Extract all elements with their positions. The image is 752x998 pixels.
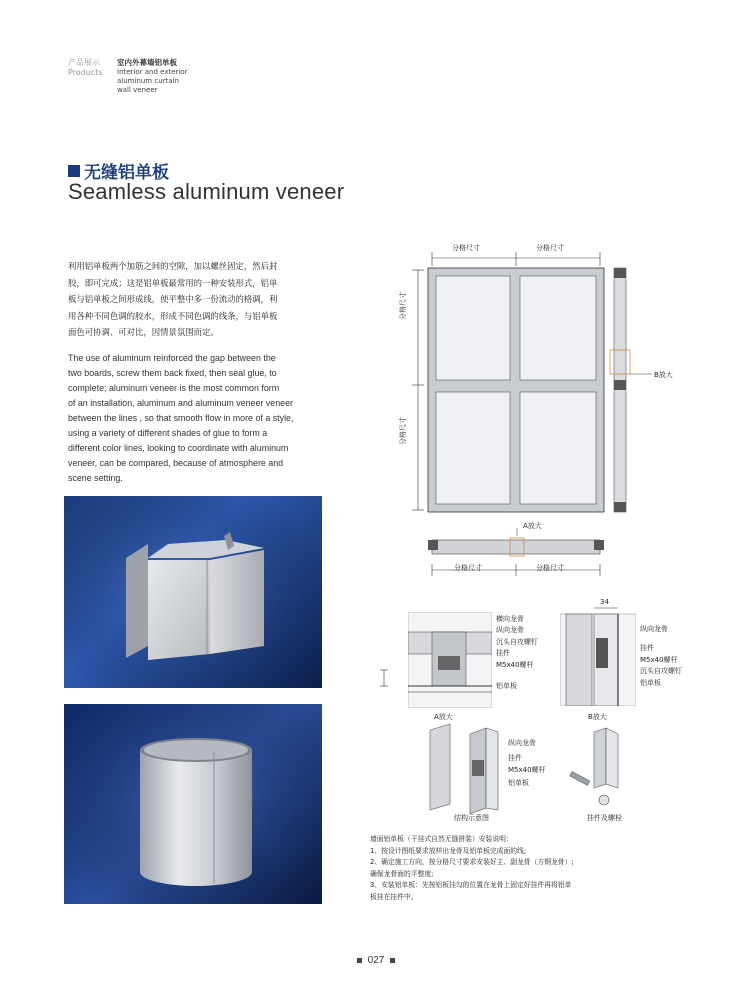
a-enlarge-label: A放大 [523,522,542,530]
section-label-en: Products [68,68,103,77]
detail-a-caption: A放大 [434,713,453,721]
product-category-cn: 室内外幕墙铝单板 [117,58,177,67]
detail-a-label: 沉头自攻螺钉 [496,637,538,646]
page-number [0,955,752,966]
hanger-caption: 挂件及螺栓 [587,814,622,822]
dim-marker-a [374,668,404,690]
page-number-left-square-icon [357,958,362,963]
description-en-line: scene setting. [68,473,123,483]
description-en-line: of an installation, aluminum and aluminum veneer veneer [68,398,293,408]
grid-size-label-top-1: 分格尺寸 [452,244,480,252]
description-cn-line: 胶，即可完成；这是铝单板最常用的一种安装形式，铝单 [68,277,278,288]
grid-size-label-left-2: 分格尺寸 [399,417,407,445]
detail-b-caption: B放大 [588,713,607,721]
detail-a-label: M5x40螺杆 [496,660,534,669]
page-number-text: 027 [367,955,385,966]
detail-b-label: M5x40螺杆 [640,655,678,664]
detail-b-drawing [560,606,636,706]
b-enlarge-label: B放大 [654,371,673,379]
description-cn-line: 利用铝单板两个加筋之间的空隙，加以螺丝固定，然后封 [68,261,278,271]
description-en-line: between the lines , so that smooth flow in more of a style, [68,413,294,423]
heading-en: Seamless aluminum veneer [68,179,345,204]
detail-a-label: 铝单板 [496,682,517,691]
structure-label: 纵向龙骨 [508,739,536,747]
structure-caption: 结构示意图 [454,814,489,822]
description-en-line: two boards, screw them back fixed, then seal glue, to [68,368,277,378]
detail-a-label: 挂件 [496,649,510,658]
detail-a-labels [496,614,538,692]
product-category-en-3: wall veneer [117,85,158,94]
structure-label: 挂件 [508,754,522,763]
detail-a-label: 横向龙骨 [496,615,524,623]
product-photo-box-panel [64,496,322,688]
detail-b-labels [640,624,682,689]
description-en-line: The use of aluminum reinforced the gap between the [68,353,276,363]
product-photo-cylinder [64,704,322,904]
heading-cn-text: 无缝铝单板 [84,163,169,183]
structure-labels [508,738,546,790]
section-label-cn: 产品展示 [68,58,100,67]
detail-b-label: 挂件 [640,644,654,653]
notes-line: 确保龙骨面的平整度; [370,869,434,878]
detail-a-drawing [408,612,492,708]
notes-line: 板挂在挂件中。 [370,892,418,901]
product-category-en-2: aluminum curtain [117,76,179,85]
detail-b-label: 纵向龙骨 [640,625,668,633]
grid-size-label-bottom-2: 分格尺寸 [536,564,564,572]
installation-notes [370,834,640,904]
description-cn-line: 用各种不同色调的胶水，形成不同色调的线条，与铝单板 [68,310,278,321]
notes-line: 1、按设计图纸要求放样出龙骨及铝单板完成面的线; [370,846,527,855]
description-cn-line: 面色可协调、可对比，因情景氛围而定。 [68,327,219,337]
structure-label: 铝单板 [508,779,529,788]
grid-size-label-bottom-1: 分格尺寸 [454,564,482,572]
description-en-line: veneer, can be compared, because of atmosphere and [68,458,284,468]
dim-34-label: 34 [600,598,609,606]
description-en [68,351,320,486]
description-en-line: using a variety of different shades of glue to form a [68,428,268,438]
page-number-right-square-icon [390,958,395,963]
description-cn [68,258,320,341]
detail-b-label: 铝单板 [640,678,661,687]
product-category [117,58,207,95]
structure-drawing [426,722,508,814]
description-cn-line: 板与铝单板之间形成线，使平整中多一份流动的格调，利 [68,294,278,304]
product-category-en-1: Interior and exterior [117,67,188,76]
hanger-bolt-drawing [566,726,632,810]
notes-line: 2、确定施工方向，按分格尺寸要求安装好主、副龙骨（方钢龙骨）; [370,858,574,867]
structure-label: M5x40螺杆 [508,765,546,774]
detail-b-label: 沉头自攻螺钉 [640,667,682,676]
detail-a-label: 纵向龙骨 [496,626,524,635]
grid-size-label-top-2: 分格尺寸 [536,244,564,252]
elevation-drawing [400,240,700,590]
description-en-line: complete; aluminum veneer is the most common form [68,383,280,393]
description-en-line: different color lines, looking to coordinate with aluminum [68,443,289,453]
notes-line: 3、安装铝单板：先按铝板挂勾的位置在龙骨上固定好挂件再将铝单 [370,881,572,890]
heading-square-icon [68,165,80,177]
grid-size-label-left-1: 分格尺寸 [399,292,407,320]
notes-title: 墙面铝单板（干挂式自然无缝拼装）安装说明： [370,835,513,843]
